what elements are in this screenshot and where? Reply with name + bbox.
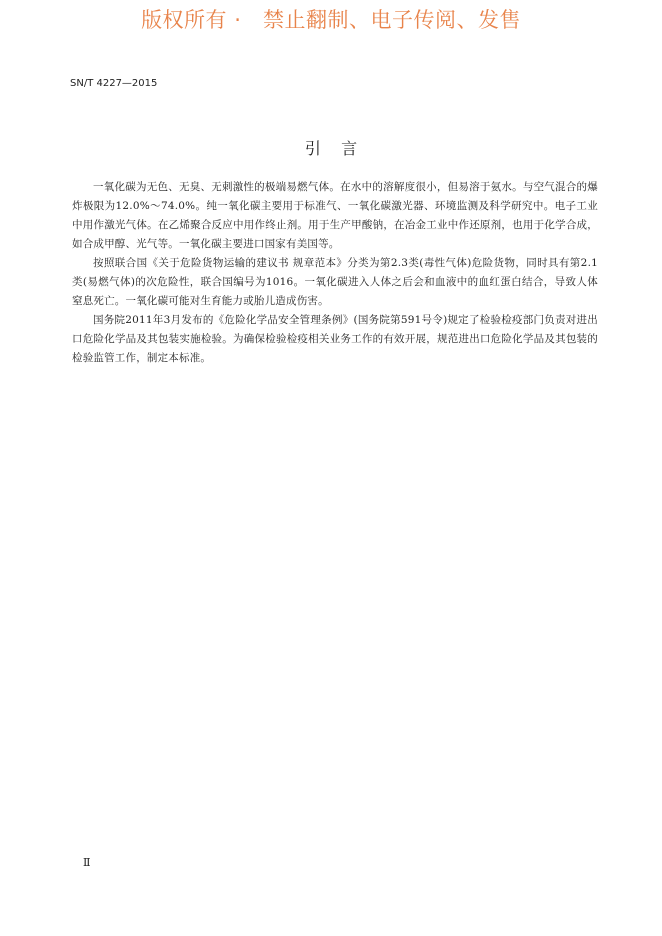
paragraph: 按照联合国《关于危险货物运输的建议书 规章范本》分类为第2.3类(毒性气体)危险货物，同时具有第2.1类(易燃气体)的次危险性，联合国编号为1016。一氧化碳进入人体之后会和血液中的血红蛋白结合，导致人体窒息死亡。一氧化碳可能对生育能力或胎儿造成伤害。 — [72, 257, 598, 307]
body-text — [72, 178, 598, 368]
paragraph: 国务院2011年3月发布的《危险化学品安全管理条例》(国务院第591号令)规定了检验检疫部门负责对进出口危险化学品及其包装实施检验。为确保检验检疫相关业务工作的有效开展，规范进出口危险化学品及其包装的检验监管工作，制定本标准。 — [72, 314, 598, 364]
page-number: Ⅱ — [83, 856, 91, 869]
section-title: 引 言 — [304, 139, 358, 158]
standard-code: SN/T 4227—2015 — [70, 78, 158, 89]
paragraph: 一氧化碳为无色、无臭、无刺激性的极端易燃气体。在水中的溶解度很小，但易溶于氨水。与空气混合的爆炸极限为12.0%～74.0%。纯一氧化碳主要用于标准气、一氧化碳激光器、环境监测及科学研究中。电子工业中用作激光气体。在乙烯聚合反应中用作终止剂。用于生产甲酸钠，在冶金工业中作还原剂，也用于化学合成，如合成甲醇、光气等。一氧化碳主要进口国家有美国等。 — [72, 181, 598, 250]
copyright-watermark: 版权所有 · 禁止翻制、电子传阅、发售 — [141, 8, 521, 32]
